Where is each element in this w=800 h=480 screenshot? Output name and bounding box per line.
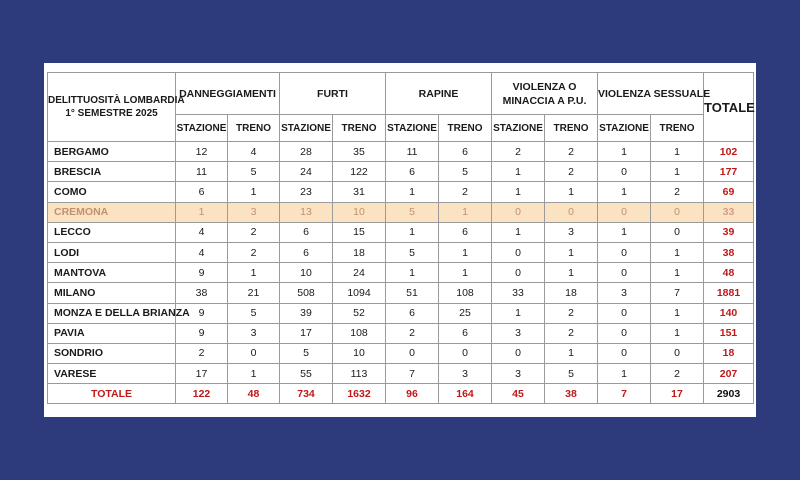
table-cell: 3: [492, 323, 545, 343]
table-cell: 7: [386, 364, 439, 384]
row-total: 48: [704, 263, 754, 283]
table-row: [48, 263, 754, 283]
table-cell: 1: [492, 182, 545, 202]
totals-cell: 96: [386, 384, 439, 404]
row-label: COMO: [48, 182, 176, 202]
table-row: [48, 142, 754, 162]
table-cell: 0: [492, 202, 545, 222]
table-cell: 0: [598, 162, 651, 182]
row-total: 177: [704, 162, 754, 182]
table-cell: 3: [598, 283, 651, 303]
table-cell: 1: [545, 182, 598, 202]
table-cell: 10: [280, 263, 333, 283]
subheader-train: TRENO: [545, 115, 598, 142]
table-row: [48, 343, 754, 363]
table-cell: 35: [333, 142, 386, 162]
totals-cell: 734: [280, 384, 333, 404]
group-header-violenza-pu: VIOLENZA O MINACCIA A P.U.: [492, 73, 598, 115]
group-header-rapine: RAPINE: [386, 73, 492, 115]
table-cell: 122: [333, 162, 386, 182]
table-cell: 2: [545, 303, 598, 323]
group-header-furti: FURTI: [280, 73, 386, 115]
table-cell: 2: [651, 364, 704, 384]
table-cell: 1: [651, 263, 704, 283]
subheader-train: TRENO: [439, 115, 492, 142]
table-cell: 10: [333, 343, 386, 363]
table-cell: 15: [333, 222, 386, 242]
row-total: 18: [704, 343, 754, 363]
table-cell: 1: [439, 202, 492, 222]
row-total: 207: [704, 364, 754, 384]
table-row: [48, 162, 754, 182]
totals-row: [48, 384, 754, 404]
totals-cell: 38: [545, 384, 598, 404]
table-cell: 4: [176, 242, 228, 262]
table-cell: 0: [598, 263, 651, 283]
table-cell: 1: [545, 242, 598, 262]
table-cell: 1: [228, 364, 280, 384]
table-cell: 10: [333, 202, 386, 222]
table-cell: 6: [386, 303, 439, 323]
table-cell: 6: [386, 162, 439, 182]
table-cell: 5: [386, 202, 439, 222]
row-label: BRESCIA: [48, 162, 176, 182]
title-line-1: DELITTUOSITÀ LOMBARDIA: [48, 95, 185, 106]
table-cell: 11: [176, 162, 228, 182]
table-cell: 39: [280, 303, 333, 323]
table-card: [44, 63, 756, 417]
table-cell: 4: [176, 222, 228, 242]
table-cell: 2: [545, 323, 598, 343]
table-cell: 1: [492, 162, 545, 182]
table-title: [48, 73, 185, 142]
row-label: CREMONA: [48, 202, 176, 222]
table-cell: 5: [439, 162, 492, 182]
table-cell: 51: [386, 283, 439, 303]
table-cell: 2: [651, 182, 704, 202]
table-cell: 0: [598, 343, 651, 363]
table-cell: 3: [228, 323, 280, 343]
table-cell: 31: [333, 182, 386, 202]
table-cell: 1: [651, 162, 704, 182]
table-cell: 1: [545, 263, 598, 283]
table-cell: 55: [280, 364, 333, 384]
table-cell: 18: [545, 283, 598, 303]
table-cell: 18: [333, 242, 386, 262]
table-row: [48, 283, 754, 303]
table-cell: 0: [439, 343, 492, 363]
totals-cell: 164: [439, 384, 492, 404]
totals-cell: 48: [228, 384, 280, 404]
subheader-station: STAZIONE: [492, 115, 545, 142]
table-cell: 1: [386, 182, 439, 202]
table-cell: 1: [598, 222, 651, 242]
subheader-train: TRENO: [333, 115, 386, 142]
table-cell: 38: [176, 283, 228, 303]
totals-cell: 122: [176, 384, 228, 404]
table-cell: 2: [545, 142, 598, 162]
table-cell: 0: [598, 242, 651, 262]
totals-cell: 1632: [333, 384, 386, 404]
table-cell: 1: [651, 242, 704, 262]
table-cell: 108: [333, 323, 386, 343]
table-cell: 0: [651, 202, 704, 222]
table-row: [48, 323, 754, 343]
row-label: BERGAMO: [48, 142, 176, 162]
row-total: 102: [704, 142, 754, 162]
subheader-station: STAZIONE: [176, 115, 228, 142]
table-cell: 21: [228, 283, 280, 303]
table-cell: 3: [492, 364, 545, 384]
table-cell: 6: [439, 222, 492, 242]
title-line-2: 1° SEMESTRE 2025: [65, 108, 158, 119]
table-cell: 28: [280, 142, 333, 162]
grand-total: 2903: [704, 384, 754, 404]
table-cell: 0: [228, 343, 280, 363]
table-cell: 6: [176, 182, 228, 202]
row-label: MILANO: [48, 283, 176, 303]
table-cell: 108: [439, 283, 492, 303]
totals-cell: 45: [492, 384, 545, 404]
table-row: [48, 242, 754, 262]
table-cell: 52: [333, 303, 386, 323]
crime-table: [47, 72, 754, 404]
table-cell: 1: [651, 323, 704, 343]
table-cell: 1: [386, 222, 439, 242]
totals-cell: 17: [651, 384, 704, 404]
table-cell: 6: [439, 323, 492, 343]
table-cell: 25: [439, 303, 492, 323]
table-cell: 24: [333, 263, 386, 283]
row-total: 1881: [704, 283, 754, 303]
table-cell: 1: [492, 222, 545, 242]
table-cell: 12: [176, 142, 228, 162]
table-cell: 9: [176, 323, 228, 343]
table-cell: 1: [176, 202, 228, 222]
table-cell: 1: [439, 263, 492, 283]
table-cell: 9: [176, 263, 228, 283]
table-cell: 6: [439, 142, 492, 162]
table-cell: 1: [598, 142, 651, 162]
row-total: 151: [704, 323, 754, 343]
table-cell: 1: [651, 303, 704, 323]
table-cell: 17: [176, 364, 228, 384]
subheader-train: TRENO: [651, 115, 704, 142]
table-cell: 1: [228, 263, 280, 283]
subheader-station: STAZIONE: [280, 115, 333, 142]
table-cell: 23: [280, 182, 333, 202]
table-row: [48, 364, 754, 384]
row-label: LODI: [48, 242, 176, 262]
table-cell: 2: [545, 162, 598, 182]
table-cell: 0: [492, 263, 545, 283]
table-cell: 2: [492, 142, 545, 162]
table-cell: 33: [492, 283, 545, 303]
table-cell: 2: [439, 182, 492, 202]
table-cell: 1: [598, 364, 651, 384]
table-cell: 3: [439, 364, 492, 384]
row-label: LECCO: [48, 222, 176, 242]
row-label: PAVIA: [48, 323, 176, 343]
row-label: SONDRIO: [48, 343, 176, 363]
table-cell: 17: [280, 323, 333, 343]
table-cell: 2: [386, 323, 439, 343]
table-cell: 5: [228, 162, 280, 182]
table-cell: 1: [651, 142, 704, 162]
table-cell: 0: [651, 222, 704, 242]
table-cell: 1: [386, 263, 439, 283]
table-cell: 113: [333, 364, 386, 384]
row-total: 33: [704, 202, 754, 222]
row-total: 140: [704, 303, 754, 323]
table-row: [48, 222, 754, 242]
table-cell: 1: [228, 182, 280, 202]
table-row: [48, 303, 754, 323]
row-total: 69: [704, 182, 754, 202]
table-cell: 0: [492, 343, 545, 363]
table-cell: 0: [598, 323, 651, 343]
table-row: [48, 202, 754, 222]
table-cell: 508: [280, 283, 333, 303]
table-cell: 3: [228, 202, 280, 222]
table-cell: 2: [228, 242, 280, 262]
subheader-station: STAZIONE: [598, 115, 651, 142]
row-total: 39: [704, 222, 754, 242]
table-cell: 11: [386, 142, 439, 162]
totals-label: TOTALE: [48, 384, 176, 404]
table-cell: 5: [386, 242, 439, 262]
table-cell: 7: [651, 283, 704, 303]
table-cell: 1094: [333, 283, 386, 303]
table-cell: 5: [280, 343, 333, 363]
table-cell: 5: [228, 303, 280, 323]
row-label: MANTOVA: [48, 263, 176, 283]
table-cell: 0: [598, 303, 651, 323]
row-label: VARESE: [48, 364, 176, 384]
table-cell: 4: [228, 142, 280, 162]
table-cell: 3: [545, 222, 598, 242]
table-cell: 1: [439, 242, 492, 262]
totals-cell: 7: [598, 384, 651, 404]
table-cell: 1: [492, 303, 545, 323]
table-cell: 5: [545, 364, 598, 384]
table-cell: 13: [280, 202, 333, 222]
subheader-train: TRENO: [228, 115, 280, 142]
table-cell: 0: [545, 202, 598, 222]
group-header-danneggiamenti: DANNEGGIAMENTI: [176, 73, 280, 115]
table-cell: 0: [651, 343, 704, 363]
table-cell: 1: [545, 343, 598, 363]
table-cell: 0: [386, 343, 439, 363]
table-cell: 24: [280, 162, 333, 182]
table-cell: 6: [280, 222, 333, 242]
table-cell: 2: [228, 222, 280, 242]
table-cell: 0: [598, 202, 651, 222]
table-cell: 1: [598, 182, 651, 202]
group-header-violenza-sessuale: VIOLENZA SESSUALE: [598, 73, 704, 115]
table-cell: 0: [492, 242, 545, 262]
table-cell: 2: [176, 343, 228, 363]
total-column-header: TOTALE: [704, 73, 754, 142]
table-cell: 9: [176, 303, 228, 323]
table-cell: 6: [280, 242, 333, 262]
row-label: MONZA E DELLA BRIANZA: [48, 303, 176, 323]
subheader-station: STAZIONE: [386, 115, 439, 142]
row-total: 38: [704, 242, 754, 262]
table-row: [48, 182, 754, 202]
